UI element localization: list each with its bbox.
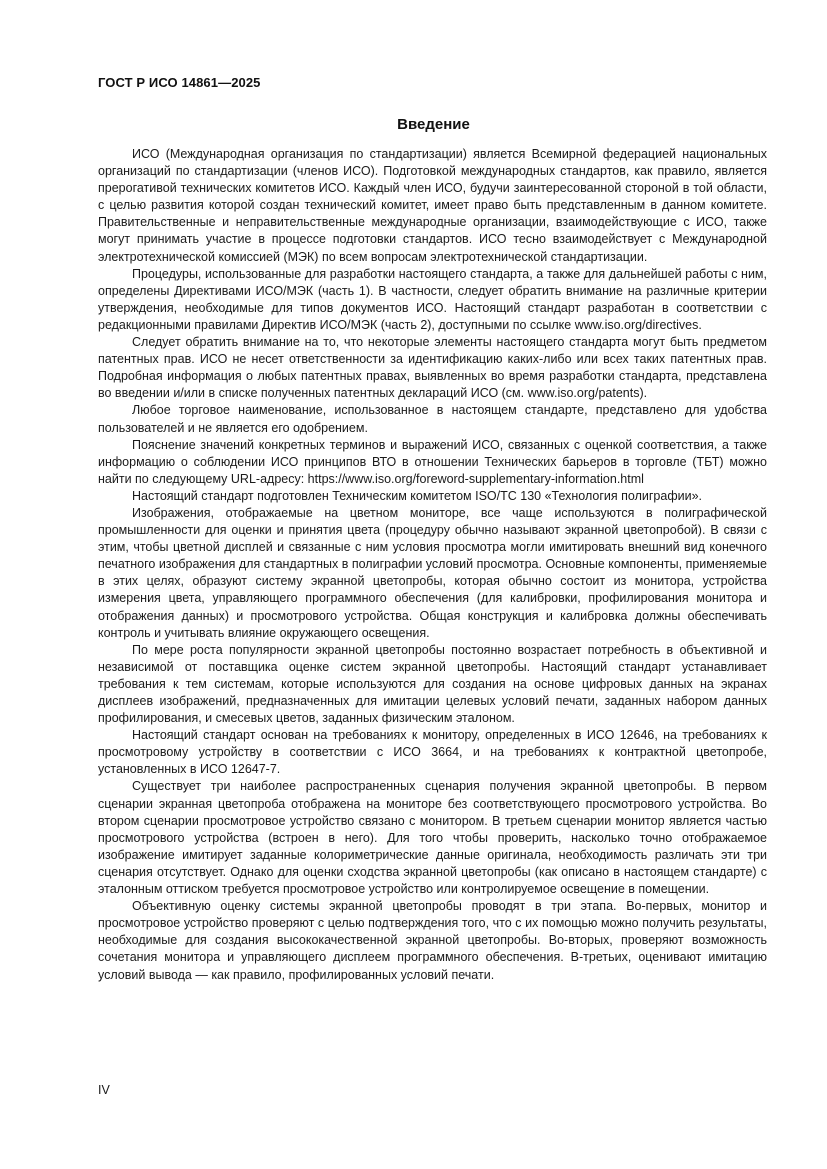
- paragraph: Процедуры, использованные для разработки настоящего стандарта, а также для дальнейшей работы с ним, определены Директивами ИСО/МЭК (часть 1). В частности, следует обратить внимание на различные критерии утверждения, необходимые для типов документов ИСО. Настоящий стандарт разработан в соответствии с редакционными правилами Директив ИСО/МЭК (часть 2), доступными по ссылке www.iso.org/directives.: [98, 266, 767, 332]
- document-header: ГОСТ Р ИСО 14861—2025: [98, 75, 261, 90]
- paragraph: Настоящий стандарт подготовлен Техническим комитетом ISO/TC 130 «Технология полиграфии».: [132, 488, 703, 503]
- paragraph: Настоящий стандарт основан на требованиях к монитору, определенных в ИСО 12646, на требованиях к просмотровому устройству в соответствии с ИСО 3664, и на требованиях к контрактной цветопробе, установленных в ИСО 12647-7.: [98, 728, 767, 777]
- paragraph: Пояснение значений конкретных терминов и выражений ИСО, связанных с оценкой соответствия, а также информацию о соблюдении ИСО принципов ВТО в отношении Технических барьеров в торговле (ТБТ) можно найти по следующему URL-адресу: https://www.iso.org/foreword-supplementary-information.html: [98, 437, 767, 486]
- paragraph: Любое торговое наименование, использованное в настоящем стандарте, представлено для удобства пользователей и не является его одобрением.: [98, 403, 767, 435]
- paragraph: Существует три наиболее распространенных сценария получения экранной цветопробы. В первом сценарии экранная цветопроба отображена на мониторе без соответствующего просмотрового устройства. Во втором сценарии просмотровое устройство связано с монитором. В третьем сценарии монитор является частью просмотрового устройства (встроен в него). Для того чтобы проверить, насколько точно отображаемое изображение имитирует заданные колориметрические данные оригинала, необходимость различать эти три сценария отсутствует. Однако для оценки сходства экранной цветопробы (как описано в настоящем стандарте) с эталонным оттиском требуется просмотровое устройство или контролируемое освещение в помещении.: [98, 779, 767, 897]
- paragraph: Изображения, отображаемые на цветном мониторе, все чаще используются в полиграфической промышленности для оценки и принятия цвета (процедуру обычно называют экранной цветопробой). В связи с этим, чтобы цветной дисплей и связанные с ним условия просмотра могли имитировать внешний вид конечного печатного изображения для стандартных в полиграфии условий просмотра. Основные компоненты, применяемые в этих целях, образуют систему экранной цветопробы, которая обычно состоит из монитора, устройства измерения цвета, управляющего программного обеспечения (для калибровки, профилирования монитора и отображения данных) и просмотрового устройства. Общая конструкция и калибровка должны обеспечивать контроль и учитывать влияние окружающего освещения.: [98, 505, 767, 640]
- paragraph: Объективную оценку системы экранной цветопробы проводят в три этапа. Во-первых, монитор и просмотровое устройство проверяют с целью подтверждения того, что с их помощью можно получить результаты, необходимые для создания высококачественной экранной цветопробы. Во-вторых, проверяют возможность сочетания монитора и управляющего дисплеем программного обеспечения. В-третьих, оценивают имитацию условий вывода — как правило, профилированных условий печати.: [98, 899, 767, 982]
- paragraph: Следует обратить внимание на то, что некоторые элементы настоящего стандарта могут быть предметом патентных прав. ИСО не несет ответственности за идентификацию каких-либо или всех таких патентных прав. Подробная информация о любых патентных правах, выявленных во время разработки стандарта, представлена во введении и/или в списке полученных патентных деклараций ИСО (см. www.iso.org/patents).: [98, 335, 767, 401]
- paragraph: По мере роста популярности экранной цветопробы постоянно возрастает потребность в объективной и независимой от поставщика оценке систем экранной цветопробы. Настоящий стандарт устанавливает требования к тем системам, которые используются для создания на основе цифровых данных на экранах дисплеев изображений, предназначенных для имитации целевых условий печати, заданных набором данных профилирования, и смесевых цветов, заданных физическим эталоном.: [98, 642, 767, 726]
- page-number: IV: [98, 1083, 110, 1097]
- section-title: Введение: [397, 116, 470, 133]
- paragraph: ИСО (Международная организация по стандартизации) является Всемирной федерацией национальных организаций по стандартизации (членов ИСО). Подготовкой международных стандартов, как правило, является прерогативой технических комитетов ИСО. Каждый член ИСО, будучи заинтересованной стороной в той области, с целью развития которой создан технический комитет, имеет право быть представленным в данном комитете. Правительственные и неправительственные международные организации, взаимодействующие с ИСО, также могут принимать участие в процессе подготовки стандартов. ИСО тесно взаимодействует с Международной электротехнической комиссией (МЭК) по всем вопросам электротехнической стандартизации.: [98, 147, 767, 264]
- body-text: [98, 146, 767, 984]
